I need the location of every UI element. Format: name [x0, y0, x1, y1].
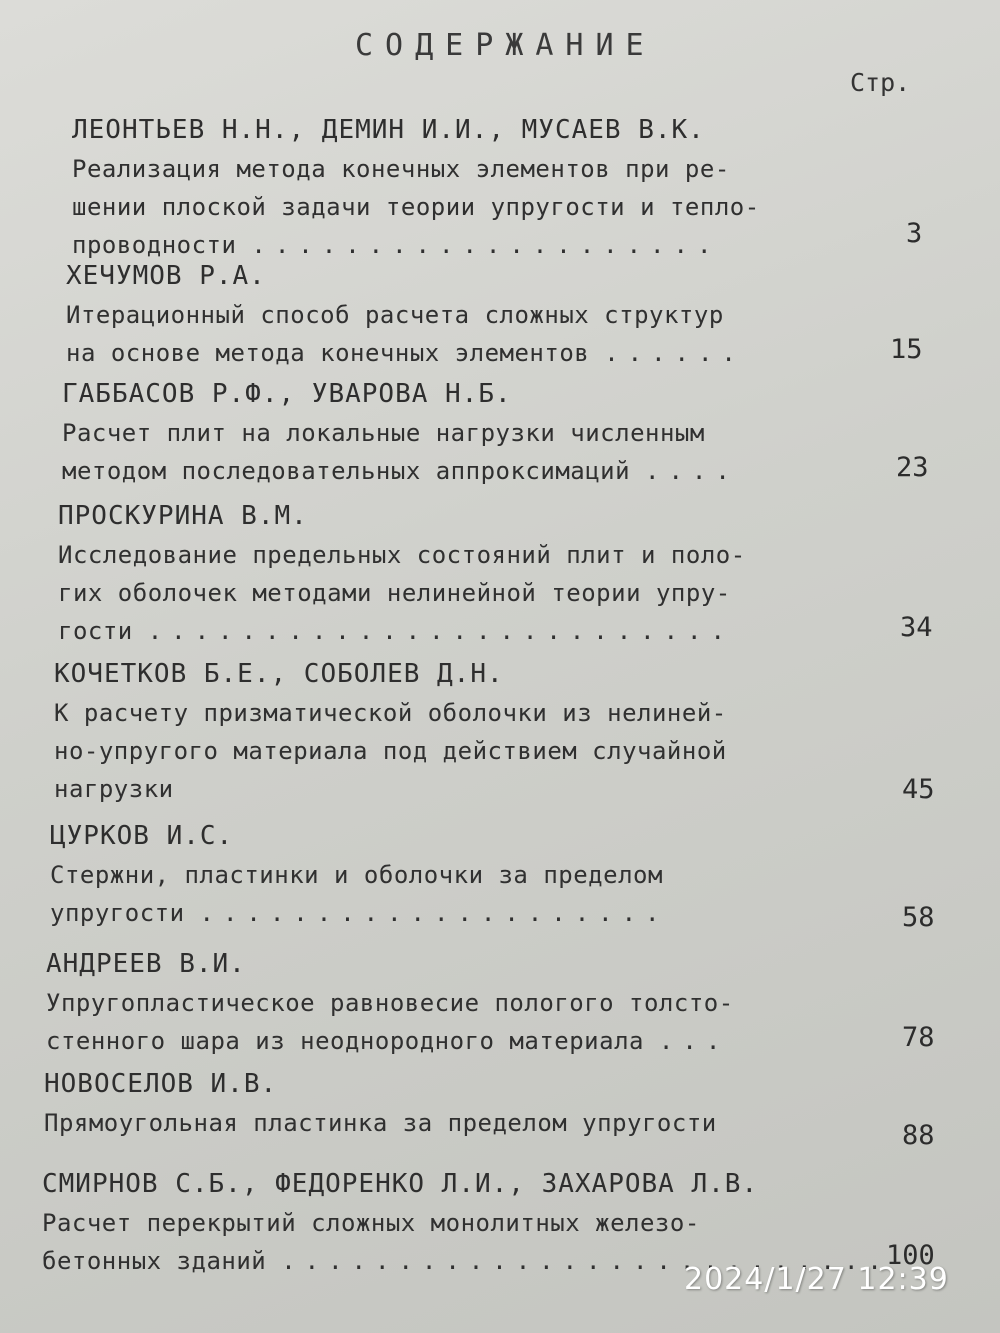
entry-authors: КОЧЕТКОВ Б.Е., СОБОЛЕВ Д.Н. — [54, 659, 504, 689]
toc-entry — [62, 374, 962, 490]
entry-title-line: методом последовательных аппроксимаций — [62, 457, 631, 485]
toc-entry — [54, 654, 954, 808]
entry-title-line: Стержни, пластинки и оболочки за пределом — [50, 861, 663, 889]
toc-entry — [58, 496, 958, 650]
entry-title-line: Упругопластическое равновесие пологого толсто- — [46, 989, 734, 1017]
entry-page-number: 45 — [902, 774, 935, 805]
entry-page-number: 100 — [886, 1240, 935, 1271]
entry-title-line: Прямоугольная пластинка за пределом упругости — [44, 1109, 717, 1137]
entry-title-line: гости — [58, 617, 133, 645]
entry-title-line: но-упругого материала под действием случайной — [54, 737, 727, 765]
toc-entry — [44, 1064, 944, 1142]
entry-page-number: 34 — [900, 612, 933, 643]
entry-page-number: 58 — [902, 902, 935, 933]
entry-authors: ЛЕОНТЬЕВ Н.Н., ДЕМИН И.И., МУСАЕВ В.К. — [72, 115, 705, 145]
leader-dots: ......................... — [147, 617, 734, 645]
entry-page-number: 88 — [902, 1120, 935, 1151]
entry-authors: ХЕЧУМОВ Р.А. — [66, 261, 266, 291]
entry-page-number: 78 — [902, 1022, 935, 1053]
entry-title-line: бетонных зданий — [42, 1247, 267, 1275]
entry-title-line: на основе метода конечных элементов — [66, 339, 590, 367]
entry-title-line: нагрузки — [54, 775, 174, 803]
entry-title-line: Расчет перекрытий сложных монолитных железо- — [42, 1209, 700, 1237]
toc-entry — [46, 944, 946, 1060]
entry-title-line: Итерационный способ расчета сложных структур — [66, 301, 724, 329]
entry-authors: АНДРЕЕВ В.И. — [46, 949, 246, 979]
entry-title-line: Реализация метода конечных элементов при ре- — [72, 155, 730, 183]
entry-title-line: Расчет плит на локальные нагрузки численным — [62, 419, 705, 447]
entry-title-line: проводности — [72, 231, 237, 259]
leader-dots: .................... — [251, 231, 721, 259]
entry-title-line: К расчету призматической оболочки из нелиней- — [54, 699, 727, 727]
entry-authors: СМИРНОВ С.Б., ФЕДОРЕНКО Л.И., ЗАХАРОВА Л.В. — [42, 1169, 759, 1199]
entry-authors: ПРОСКУРИНА В.М. — [58, 501, 308, 531]
photo-timestamp: 2024/1/27 12:39 — [684, 1262, 949, 1297]
toc-entry — [50, 816, 950, 932]
entry-title-line: упругости — [50, 899, 185, 927]
page-column-label: Стр. — [850, 68, 911, 97]
entry-authors: ГАББАСОВ Р.Ф., УВАРОВА Н.Б. — [62, 379, 512, 409]
entry-page-number: 3 — [906, 218, 923, 249]
leader-dots: ...... — [604, 339, 745, 367]
entry-authors: ЦУРКОВ И.С. — [50, 821, 234, 851]
entry-page-number: 15 — [890, 334, 923, 365]
leader-dots: .... — [645, 457, 739, 485]
contents-heading: СОДЕРЖАНИЕ — [355, 28, 656, 63]
entry-page-number: 23 — [896, 452, 929, 483]
entry-title-line: шении плоской задачи теории упругости и тепло- — [72, 193, 760, 221]
toc-entry — [66, 256, 966, 372]
entry-title-line: Исследование предельных состояний плит и поло- — [58, 541, 746, 569]
leader-dots: ... — [658, 1027, 730, 1055]
entry-title-line: гих оболочек методами нелинейной теории упру- — [58, 579, 731, 607]
leader-dots: .......................... — [281, 1247, 891, 1275]
leader-dots: .................... — [199, 899, 669, 927]
entry-title-line: стенного шара из неоднородного материала — [46, 1027, 644, 1055]
entry-authors: НОВОСЕЛОВ И.В. — [44, 1069, 278, 1099]
toc-entry — [72, 110, 972, 264]
